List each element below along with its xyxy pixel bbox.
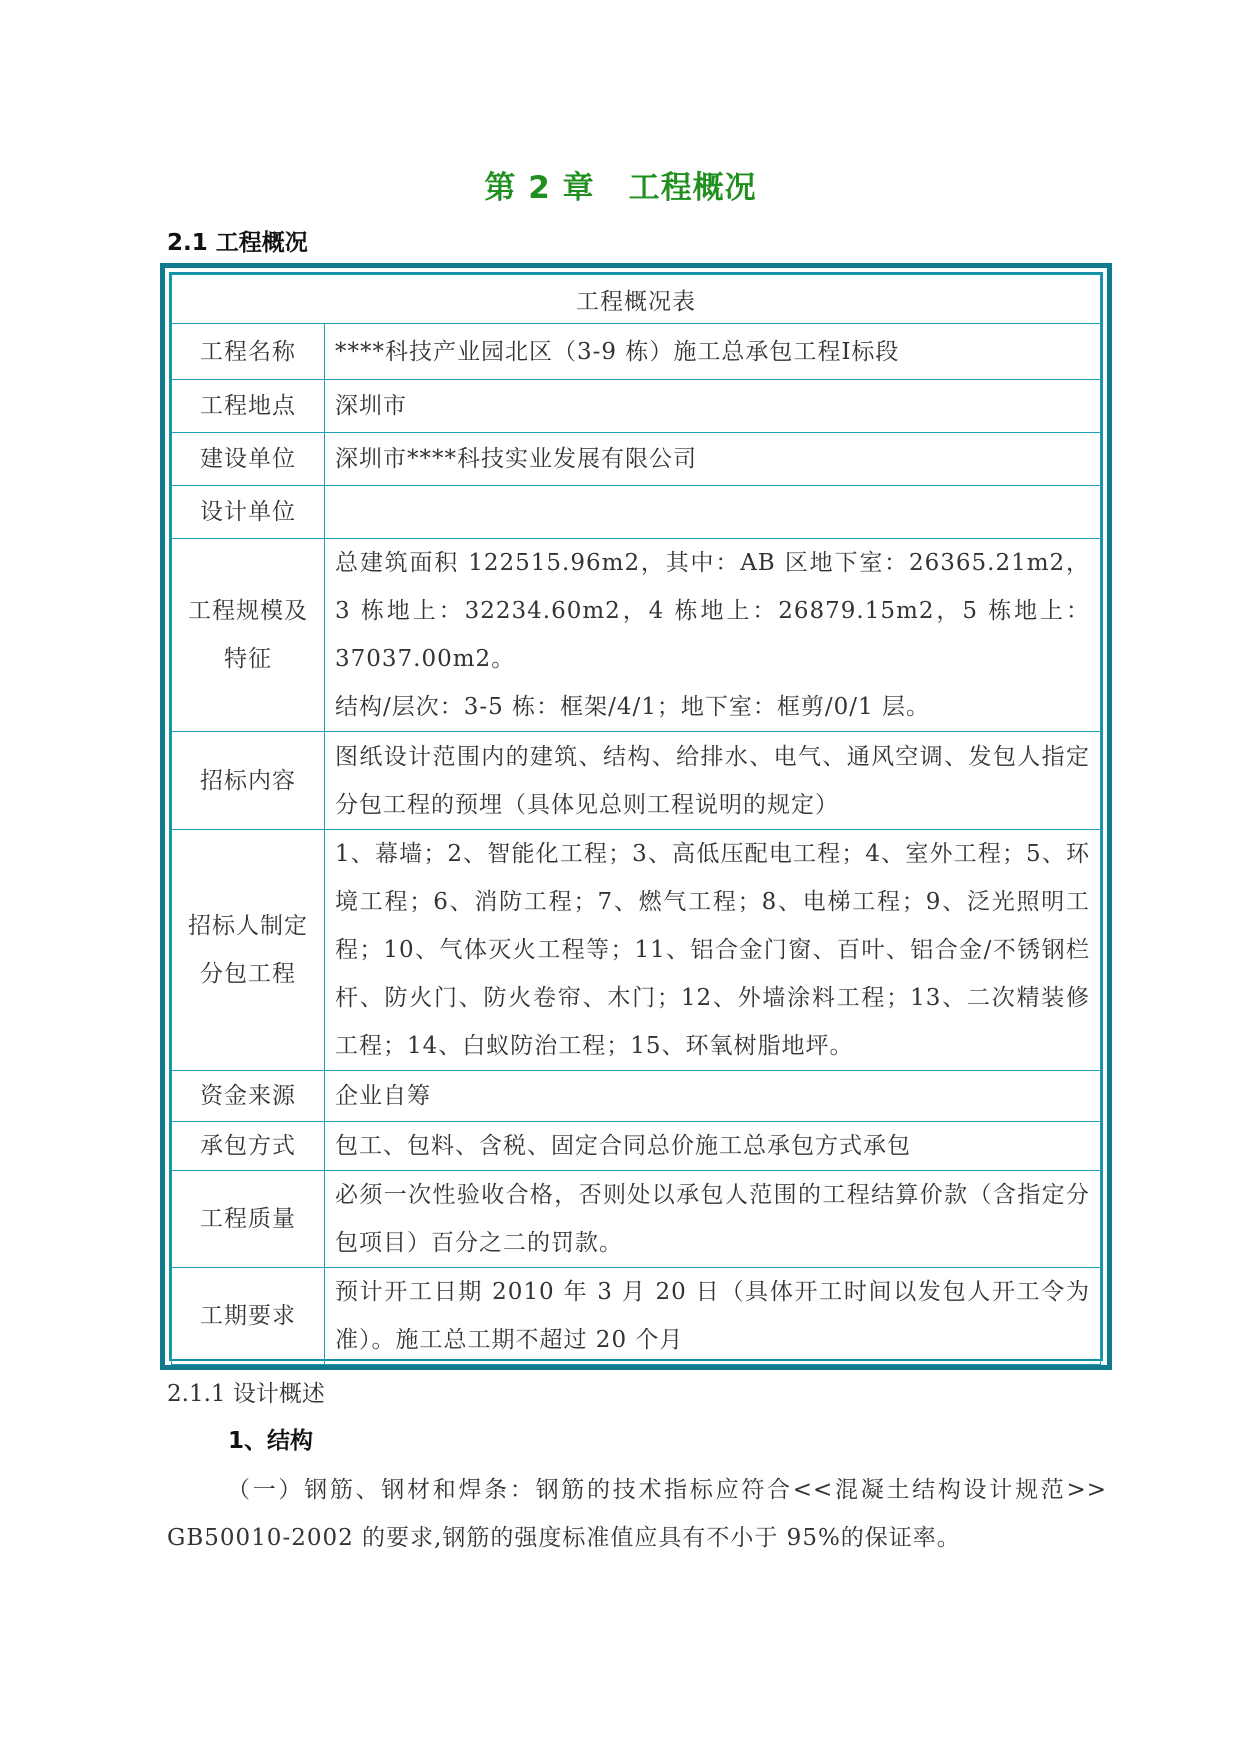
row-label: 工程地点 [172,380,325,433]
row-label: 招标内容 [172,732,325,830]
row-value: 包工、包料、含税、固定合同总价施工总承包方式承包 [325,1122,1101,1171]
table-row [172,830,1101,1071]
row-label: 设计单位 [172,486,325,539]
structure-heading: 1、结构 [228,1428,314,1454]
table-row [172,1071,1101,1122]
table-caption-row [172,275,1101,324]
row-value: 深圳市 [325,380,1101,433]
chapter-number: 第 2 章 [484,170,595,206]
row-value [325,539,1101,732]
overview-table [171,274,1101,1365]
row-label: 建设单位 [172,433,325,486]
table-row [172,433,1101,486]
table-row [172,486,1101,539]
row-value-line: 总建筑面积 122515.96m2，其中：AB 区地下室：26365.21m2，3 栋地上：32234.60m2，4 栋地上：26879.15m2，5 栋地上：37037.00m2。 [335,550,1090,672]
overview-table-inner-frame [169,272,1103,1361]
chapter-name: 工程概况 [628,170,757,206]
row-value: ****科技产业园北区（3-9 栋）施工总承包工程Ⅰ标段 [325,324,1101,380]
row-value: 预计开工日期 2010 年 3 月 20 日（具体开工时间以发包人开工令为准）。施工总工期不超过 20 个月 [325,1268,1101,1365]
table-caption: 工程概况表 [172,275,1101,324]
row-value [325,486,1101,539]
table-row [172,324,1101,380]
row-value: 1、幕墙；2、智能化工程；3、高低压配电工程；4、室外工程；5、环境工程；6、消防工程；7、燃气工程；8、电梯工程；9、泛光照明工程；10、气体灭火工程等；11、铝合金门窗、百叶、铝合金/不锈钢栏杆、防火门、防火卷帘、木门；12、外墙涂料工程；13、二次精装修工程；14、白蚁防治工程；15、环氧树脂地坪。 [325,830,1101,1071]
row-value: 图纸设计范围内的建筑、结构、给排水、电气、通风空调、发包人指定分包工程的预埋（具体见总则工程说明的规定） [325,732,1101,830]
overview-table-frame [160,263,1112,1370]
row-label: 工程名称 [172,324,325,380]
table-row [172,732,1101,830]
table-row [172,1171,1101,1268]
table-row [172,1268,1101,1365]
row-label: 工程规模及特征 [172,539,325,732]
section-heading: 2.1 工程概况 [167,230,308,256]
body-paragraph: （一）钢筋、钢材和焊条：钢筋的技术指标应符合<<混凝土结构设计规范>> GB50010-2002 的要求,钢筋的强度标准值应具有不小于 95%的保证率。 [167,1477,1107,1551]
row-label: 工程质量 [172,1171,325,1268]
row-label: 工期要求 [172,1268,325,1365]
row-label: 承包方式 [172,1122,325,1171]
row-value: 必须一次性验收合格，否则处以承包人范围的工程结算价款（含指定分包项目）百分之二的罚款。 [325,1171,1101,1268]
row-value-line: 结构/层次：3-5 栋：框架/4/1；地下室：框剪/0/1 层。 [335,694,930,720]
row-label: 资金来源 [172,1071,325,1122]
row-value: 深圳市****科技实业发展有限公司 [325,433,1101,486]
table-row [172,539,1101,732]
row-value: 企业自筹 [325,1071,1101,1122]
row-label: 招标人制定分包工程 [172,830,325,1071]
table-row [172,1122,1101,1171]
subsection-heading: 2.1.1 设计概述 [167,1381,325,1407]
table-row [172,380,1101,433]
chapter-title [0,162,1241,207]
